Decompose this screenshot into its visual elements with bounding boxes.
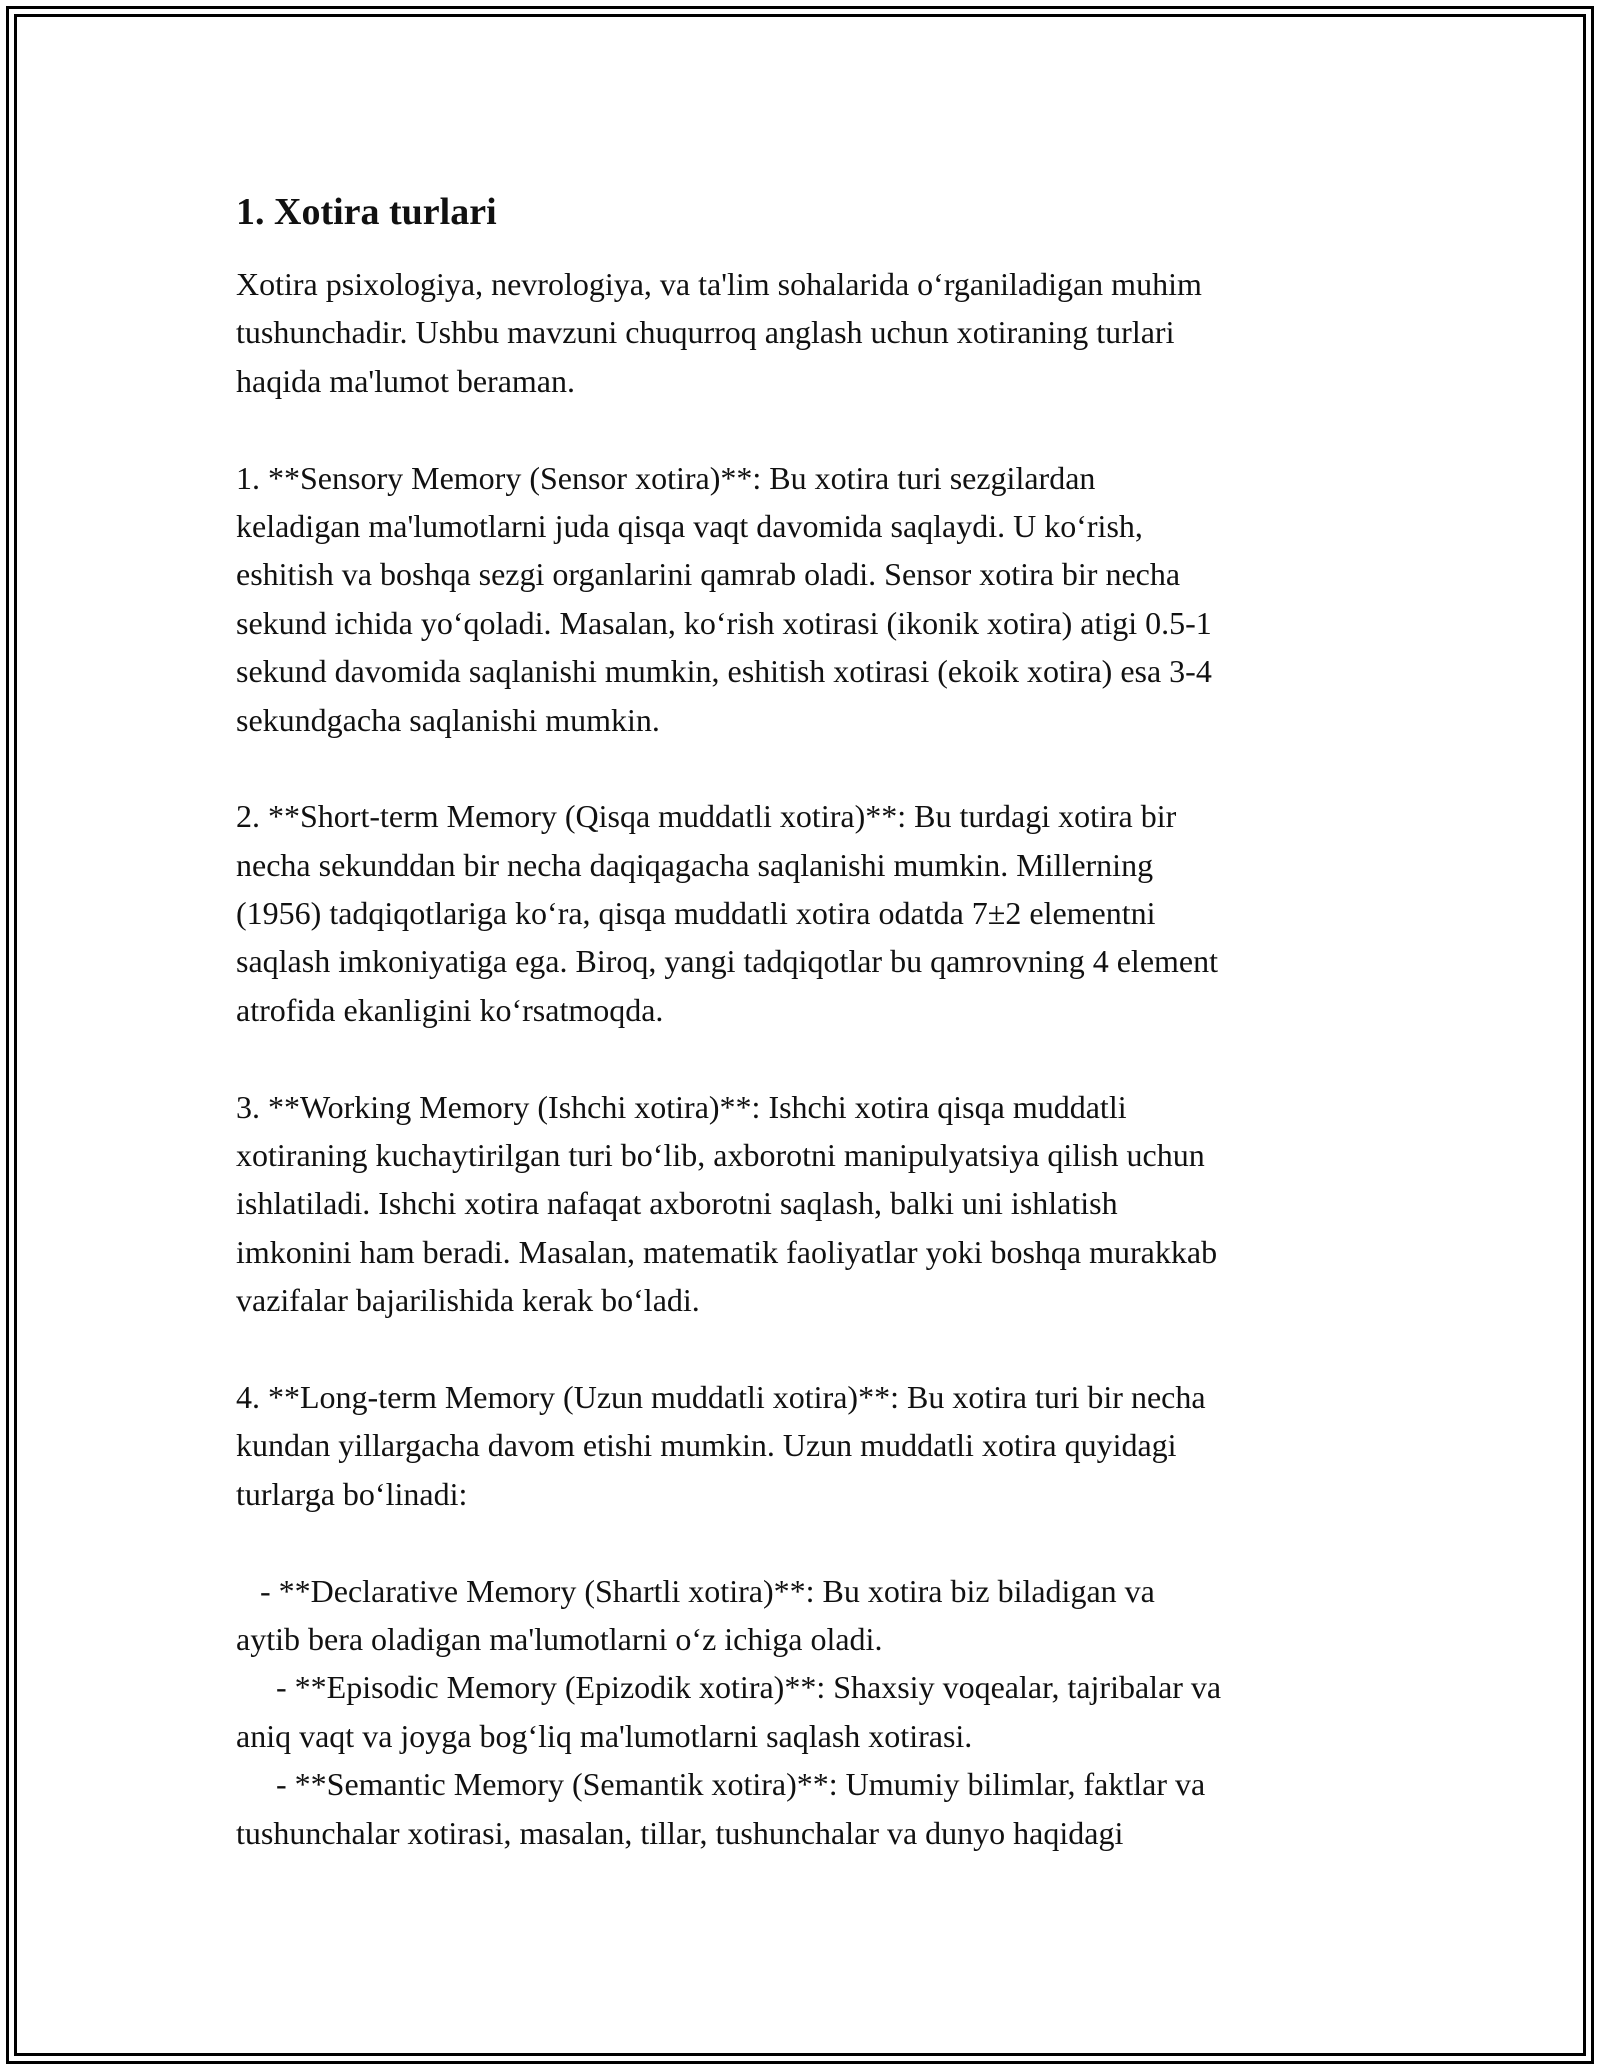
paragraph-gap xyxy=(236,1325,1376,1373)
text-line: 3. **Working Memory (Ishchi xotira)**: Ishchi xotira qisqa muddatli xyxy=(236,1088,1127,1125)
paragraph-working-memory xyxy=(236,1083,1376,1325)
text-line: necha sekunddan bir necha daqiqagacha saqlanishi mumkin. Millerning xyxy=(236,846,1154,883)
text-line: Xotira psixologiya, nevrologiya, va ta'lim sohalarida o‘rganiladigan muhim xyxy=(236,266,1202,302)
text-line: - **Semantic Memory (Semantik xotira)**: Umumiy bilimlar, faktlar va xyxy=(236,1766,1206,1803)
text-line: 2. **Short-term Memory (Qisqa muddatli xotira)**: Bu turdagi xotira bir xyxy=(236,798,1177,835)
text-line: ishlatiladi. Ishchi xotira nafaqat axborotni saqlash, balki uni ishlatish xyxy=(236,1185,1118,1222)
text-line: imkonini ham beradi. Masalan, matematik faoliyatlar yoki boshqa murakkab xyxy=(236,1233,1218,1270)
text-line: sekund davomida saqlanishi mumkin, eshitish xotirasi (ekoik xotira) esa 3-4 xyxy=(236,653,1212,690)
text-line: tushunchadir. Ushbu mavzuni chuqurroq anglash uchun xotiraning turlari xyxy=(236,314,1175,351)
text-line: sekundgacha saqlanishi mumkin. xyxy=(236,701,660,738)
text-line: vazifalar bajarilishida kerak bo‘ladi. xyxy=(236,1282,700,1319)
text-line: sekund ichida yo‘qoladi. Masalan, ko‘rish xotirasi (ikonik xotira) atigi 0.5-1 xyxy=(236,604,1212,641)
section-heading: 1. Xotira turlari xyxy=(236,191,497,233)
text-line: 4. **Long-term Memory (Uzun muddatli xotira)**: Bu xotira turi bir necha xyxy=(236,1378,1206,1415)
paragraph-sensory-memory xyxy=(236,454,1376,744)
text-line: 1. **Sensory Memory (Sensor xotira)**: Bu xotira turi sezgilardan xyxy=(236,459,1096,496)
text-line: aytib bera oladigan ma'lumotlarni o‘z ichiga oladi. xyxy=(236,1620,883,1657)
text-line: - **Declarative Memory (Shartli xotira)**: Bu xotira biz biladigan va xyxy=(236,1572,1155,1609)
document-body xyxy=(236,186,1376,1857)
paragraph-gap xyxy=(236,1034,1376,1082)
text-line: saqlash imkoniyatiga ega. Biroq, yangi tadqiqotlar bu qamrovning 4 element xyxy=(236,943,1218,980)
paragraph-gap xyxy=(236,744,1376,792)
text-line: - **Episodic Memory (Epizodik xotira)**: Shaxsiy voqealar, tajribalar va xyxy=(236,1669,1222,1706)
text-line: haqida ma'lumot beraman. xyxy=(236,362,575,399)
paragraph-long-term-memory xyxy=(236,1373,1376,1518)
text-line: eshitish va boshqa sezgi organlarini qamrab oladi. Sensor xotira bir necha xyxy=(236,556,1181,593)
text-line: (1956) tadqiqotlariga ko‘ra, qisqa muddatli xotira odatda 7±2 elementni xyxy=(236,895,1156,932)
paragraph-memory-subtypes xyxy=(236,1567,1376,1857)
text-line: turlarga bo‘linadi: xyxy=(236,1475,468,1512)
text-line: xotiraning kuchaytirilgan turi bo‘lib, axborotni manipulyatsiya qilish uchun xyxy=(236,1137,1205,1174)
text-line: kundan yillargacha davom etishi mumkin. Uzun muddatli xotira quyidagi xyxy=(236,1427,1177,1464)
text-line: aniq vaqt va joyga bog‘liq ma'lumotlarni saqlash xotirasi. xyxy=(236,1717,973,1754)
paragraph-short-term-memory xyxy=(236,792,1376,1034)
paragraph-gap xyxy=(236,405,1376,453)
paragraph-intro xyxy=(236,260,1376,405)
text-line: keladigan ma'lumotlarni juda qisqa vaqt davomida saqlaydi. U ko‘rish, xyxy=(236,507,1143,544)
text-line: atrofida ekanligini ko‘rsatmoqda. xyxy=(236,991,664,1028)
paragraph-gap xyxy=(236,1518,1376,1566)
text-line: tushunchalar xotirasi, masalan, tillar, tushunchalar va dunyo haqidagi xyxy=(236,1814,1124,1851)
